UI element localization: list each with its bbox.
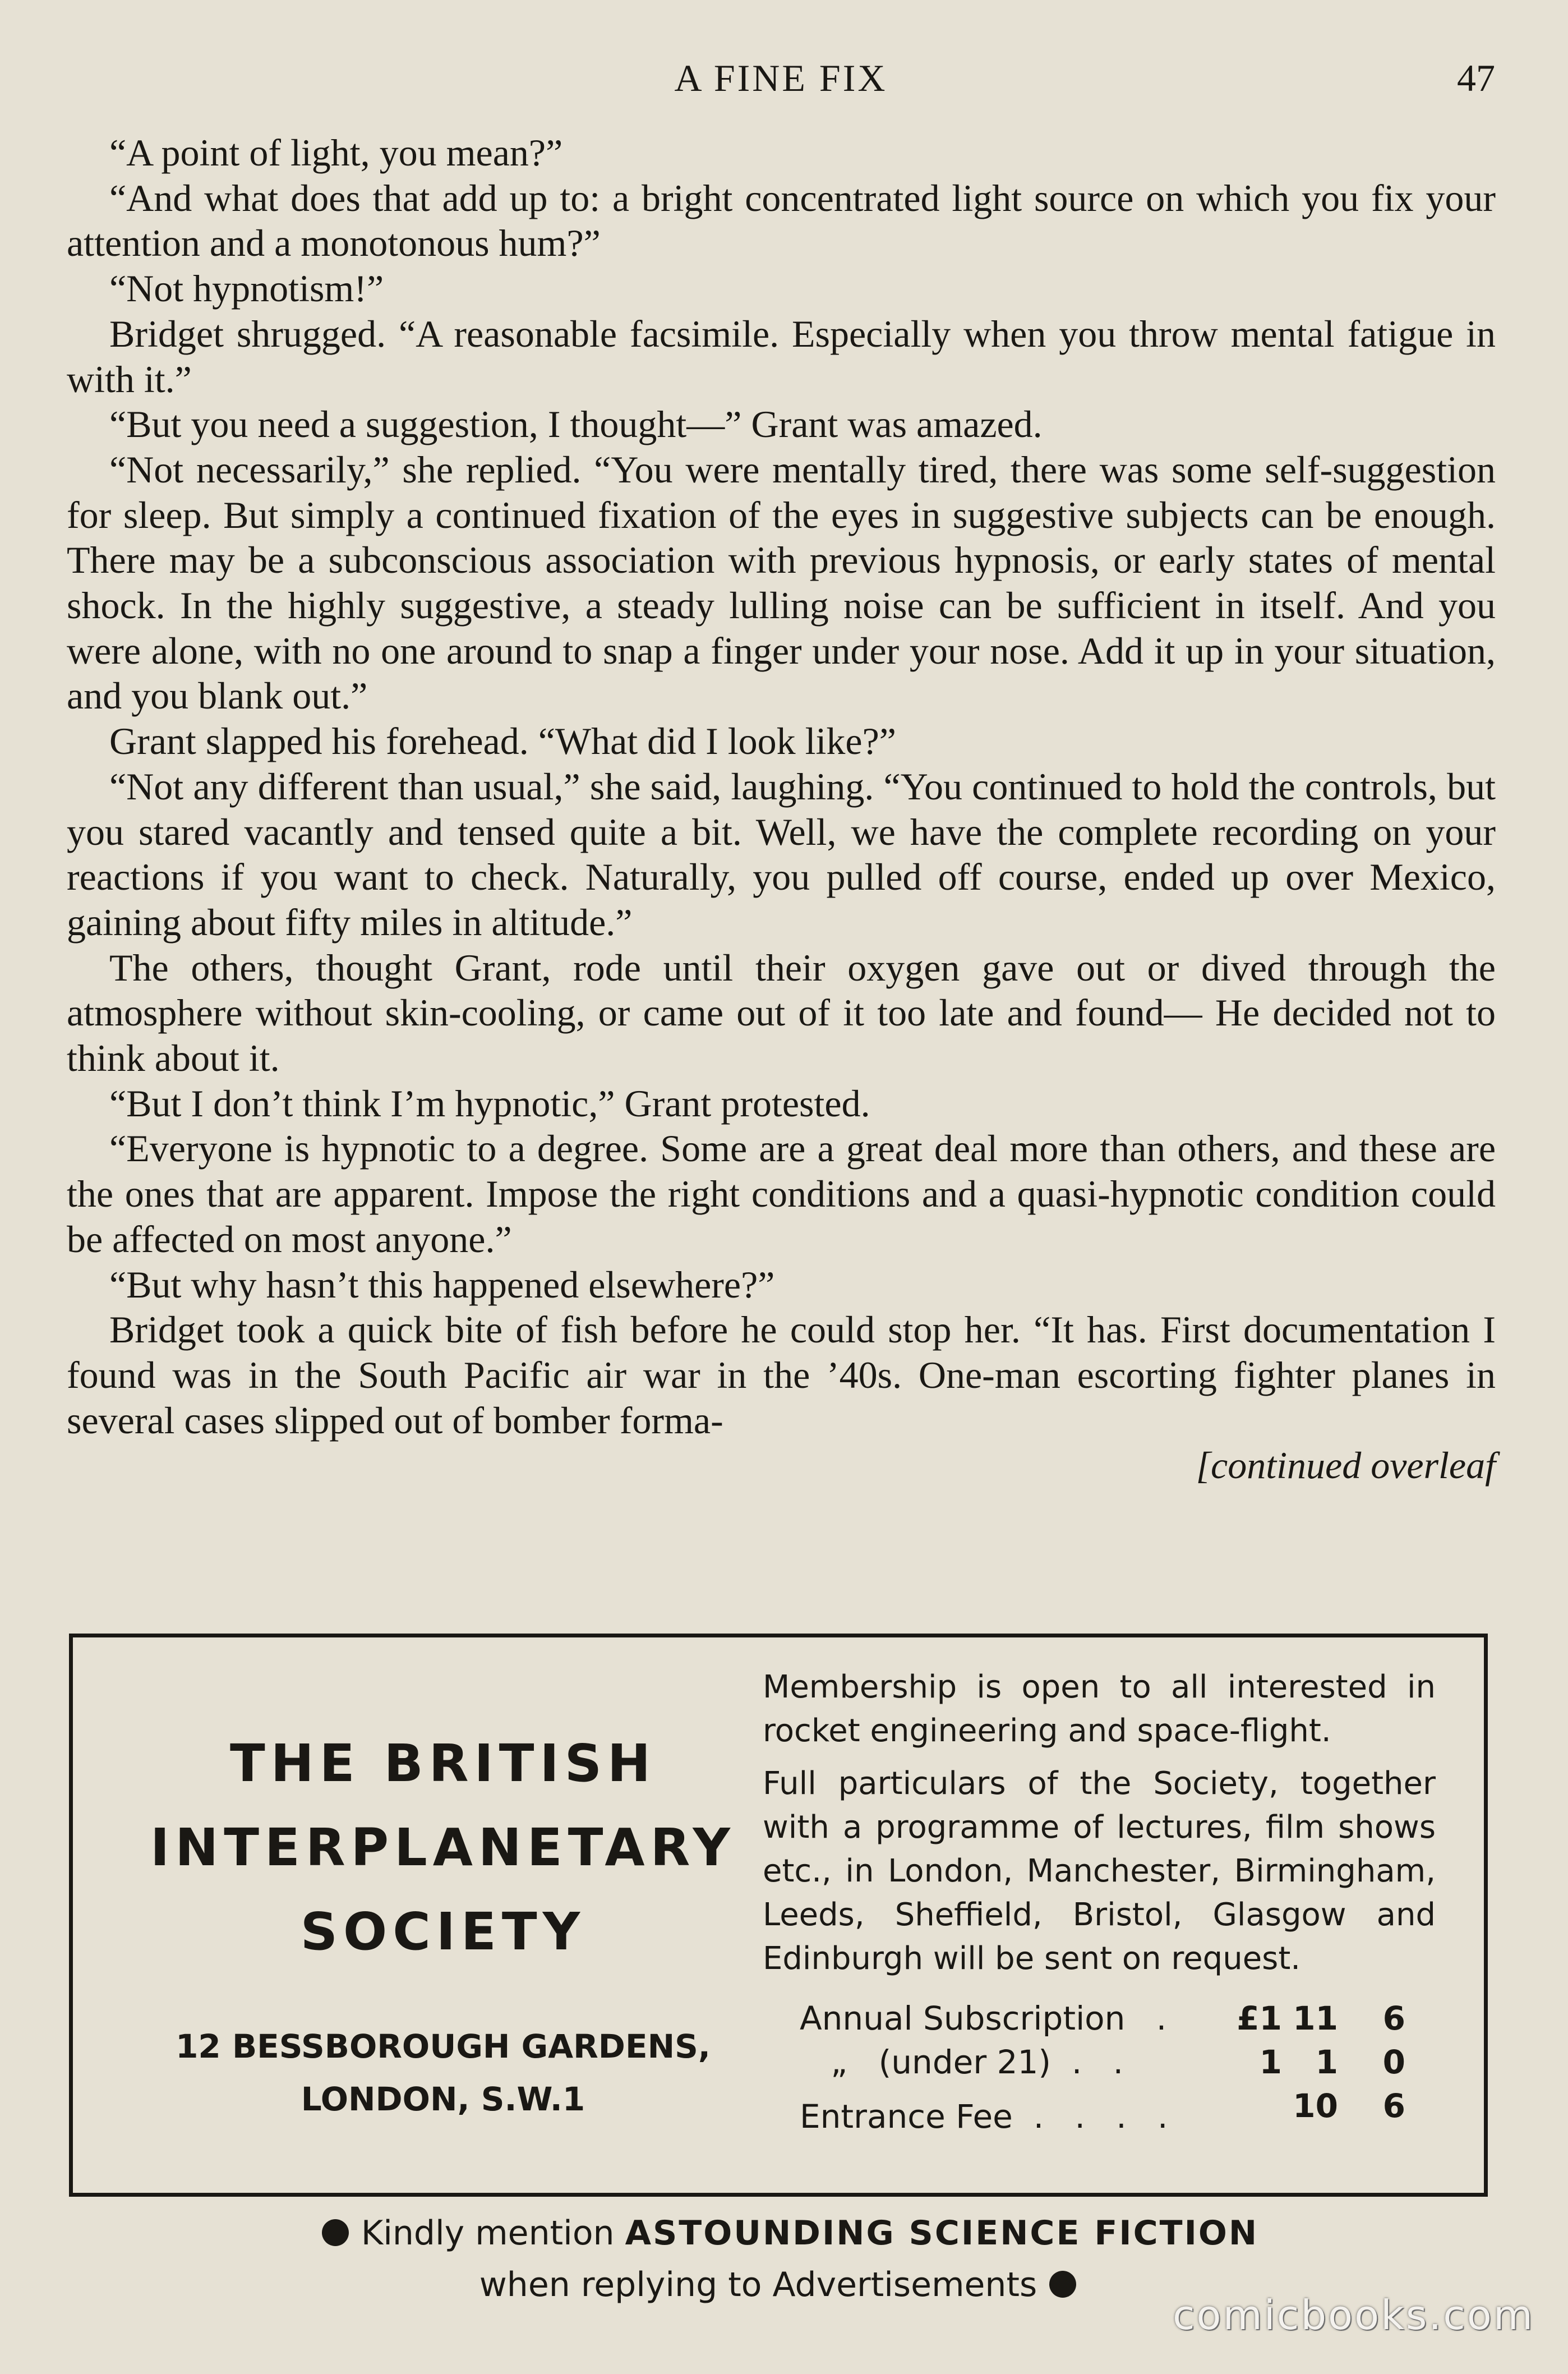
paragraph: Grant slapped his forehead. “What did I look like?” [109, 720, 896, 763]
footer-suffix: when replying to Advertisements [479, 2265, 1037, 2304]
paragraph: Bridget took a quick bite of fish before he could stop her. “It has. First documentation I found was in the South Pacific air war in the ’40s. One-man escorting fighter planes in several cases slipped out of bomber forma- [67, 1308, 1496, 1442]
running-header [67, 56, 1495, 107]
fee-pence: 6 [1382, 2087, 1405, 2125]
paragraph: Bridget shrugged. “A reasonable facsimile. Especially when you throw mental fatigue in with it.” [67, 312, 1496, 401]
fee-label: Annual Subscription . [800, 1999, 1167, 2037]
watermark: comicbooks.com [1172, 2292, 1534, 2339]
fee-row [800, 2040, 1405, 2084]
paragraph: “Not any different than usual,” she said, laughing. “You continued to hold the controls, but you stared vacantly and tensed quite a bit. Well, we have the complete recording on your reactions if you want to check. Naturally, you pulled off course, ended up over Mexico, gaining about fifty miles in altitude.” [67, 765, 1496, 944]
address-line: LONDON, S.W.1 [301, 2080, 585, 2118]
society-name-line: THE BRITISH [229, 1733, 657, 1793]
society-name-line: INTERPLANETARY [150, 1818, 736, 1878]
fee-pence: 6 [1382, 1999, 1405, 2037]
story-text [67, 130, 1496, 1488]
society-name [107, 1722, 780, 1974]
continued-note: [continued overleaf [1196, 1444, 1496, 1487]
ad-society-block [107, 1722, 780, 2125]
fee-shillings: 1 [1315, 2043, 1338, 2081]
paragraph: “But I don’t think I’m hypnotic,” Grant protested. [109, 1082, 870, 1125]
advertisement-box [69, 1634, 1488, 2197]
fee-pence: 0 [1382, 2043, 1405, 2081]
fee-label: Entrance Fee . . . . [800, 2097, 1168, 2136]
fee-pounds: £1 [1237, 1999, 1282, 2037]
fee-row [800, 2084, 1405, 2138]
paragraph: “A point of light, you mean?” [109, 131, 563, 174]
fee-shillings: 11 [1293, 1999, 1338, 2037]
fee-amount [1215, 2040, 1405, 2084]
bullet-icon [1049, 2271, 1076, 2298]
paragraph: The others, thought Grant, rode until their oxygen gave out or dived through the atmosphere without skin-cooling, or came out of it too late and found— He decided not to think about it. [67, 946, 1496, 1080]
fee-amount [1215, 1996, 1405, 2040]
fee-pounds [1215, 2084, 1282, 2128]
society-address [107, 2020, 780, 2125]
paragraph: “Not hypnotism!” [109, 267, 384, 310]
magazine-name: ASTOUNDING SCIENCE FICTION [625, 2214, 1259, 2253]
fee-shillings: 10 [1293, 2087, 1338, 2125]
footer-prefix: Kindly mention [361, 2214, 615, 2253]
running-title: A FINE FIX [674, 57, 888, 99]
society-name-line: SOCIETY [300, 1902, 586, 1962]
paragraph: “Not necessarily,” she replied. “You were mentally tired, there was some self-suggestion for sleep. But simply a continued fixation of the eyes in suggestive subjects can be enough. There may be a subconscious association with previous hypnosis, or early states of mental shock. In the highly suggestive, a steady lulling noise can be sufficient in itself. And you were alone, with no one around to snap a finger under your nose. Add it up in your situation, and you blank out.” [67, 448, 1496, 717]
page-number: 47 [1457, 57, 1495, 99]
fee-row [800, 1996, 1405, 2040]
membership-text: Membership is open to all interested in rocket engineering and space-flight. [763, 1669, 1436, 1749]
paragraph: “Everyone is hypnotic to a degree. Some are a great deal more than others, and these are the ones that are apparent. Impose the right conditions and a quasi-hypnotic condition could be affected on most anyone.” [67, 1127, 1496, 1260]
fee-amount [1215, 2084, 1405, 2128]
fee-label: „ (under 21) . . [800, 2043, 1124, 2081]
fee-table [800, 1996, 1405, 2138]
bullet-icon [322, 2219, 349, 2246]
footer-line-1 [0, 2207, 1568, 2259]
ad-details [763, 1666, 1436, 2138]
fee-pounds: 1 [1259, 2043, 1282, 2081]
paragraph: “But why hasn’t this happened elsewhere?” [109, 1263, 775, 1306]
particulars-text: Full particulars of the Society, together with a programme of lectures, film shows etc., in London, Manchester, Birmingham, Leeds, Sheffield, Bristol, Glasgow and Edinburgh will be sent on request. [763, 1765, 1436, 1977]
paragraph: “But you need a suggestion, I thought—” Grant was amazed. [109, 403, 1043, 446]
address-line: 12 BESSBOROUGH GARDENS, [176, 2027, 711, 2065]
paragraph: “And what does that add up to: a bright concentrated light source on which you fix your attention and a monotonous hum?” [67, 176, 1496, 265]
